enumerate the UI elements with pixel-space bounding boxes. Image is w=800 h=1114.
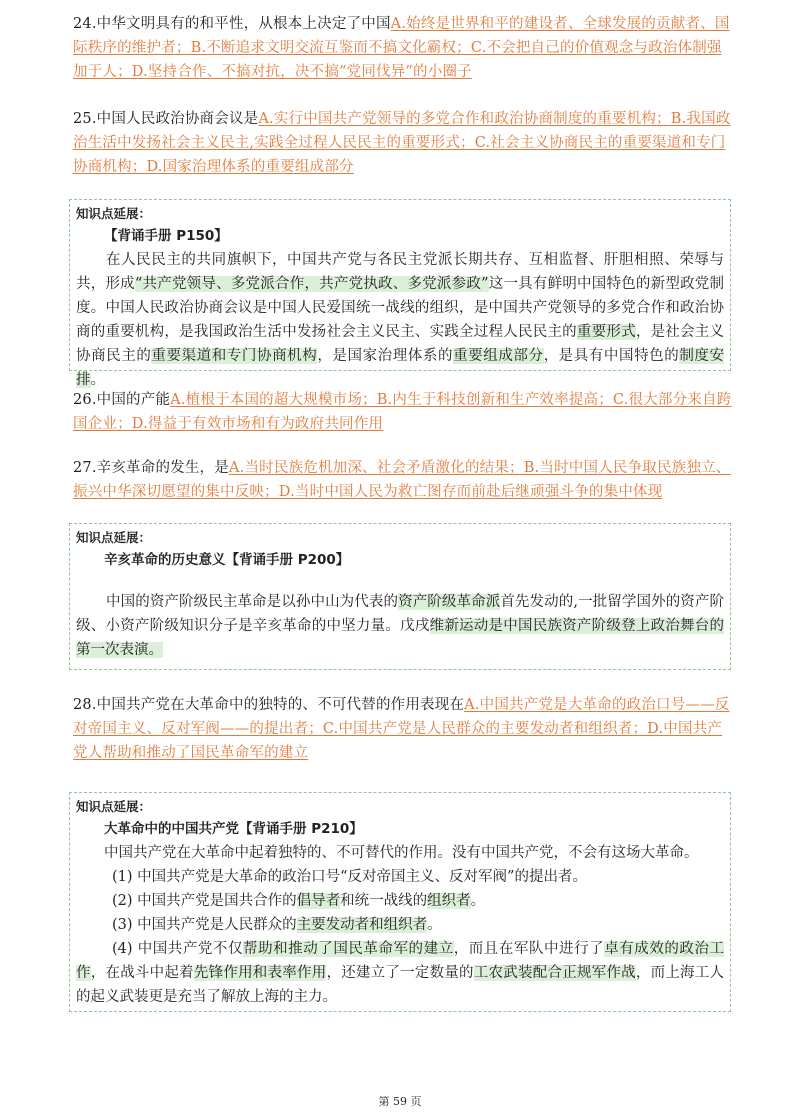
- box-paragraph: (4) 中国共产党不仅帮助和推动了国民革命军的建立，而且在军队中进行了卓有成效的政治工作，在战斗中起着先锋作用和表率作用，还建立了一定数量的工农武装配合正规军作战，而上海工人的起义武装更是充当了解放上海的主力。: [76, 941, 725, 1005]
- highlight: “共产党领导、多党派合作，共产党执政、多党派参政”: [134, 276, 489, 292]
- question-stem: 27.辛亥革命的发生，是: [73, 460, 229, 476]
- highlight: 重要渠道和专门协商机构: [151, 348, 318, 364]
- highlight: 资产阶级革命派: [398, 594, 501, 610]
- question-stem: 24.中华文明具有的和平性，从根本上决定了中国: [73, 16, 391, 32]
- answer-text: A.实行中国共产党领导的多党合作和政治协商制度的重要机构；B.我国政治生活中发扬社会主义民主,实践全过程人民民主的重要形式；C.社会主义协商民主的重要渠道和专门协商机构；D.国家治理体系的重要组成部分: [73, 111, 731, 175]
- highlight: 维新运动是中国民族资产阶级登上政治舞台的第一次表演。: [76, 618, 725, 658]
- box-title: 知识点延展：: [76, 799, 152, 814]
- box-line: (3) 中国共产党是人民群众的主要发动者和组织者。: [112, 917, 442, 933]
- highlight: 重要形式: [576, 324, 636, 340]
- question-26: [73, 388, 733, 436]
- box-line: (2) 中国共产党是国共合作的倡导者和统一战线的组织者。: [112, 893, 486, 909]
- highlight: 组织者: [427, 893, 471, 909]
- box-subtitle: 【背诵手册 P150】: [104, 228, 228, 244]
- question-stem: 28.中国共产党在大革命中的独特的、不可代替的作用表现在: [73, 697, 465, 713]
- highlight: 工农武装配合正规军作战: [473, 965, 636, 981]
- highlight: 主要发动者和组织者: [296, 917, 428, 933]
- knowledge-box-2: [69, 523, 731, 670]
- highlight: 帮助和推动了国民革命军的建立: [243, 941, 454, 957]
- highlight: 倡导者: [296, 893, 341, 909]
- highlight: 先锋作用和表率作用: [193, 965, 327, 981]
- answer-text: A.当时民族危机加深、社会矛盾激化的结果；B.当时中国人民争取民族独立、振兴中华深切愿望的集中反映；D.当时中国人民为救亡图存而前赴后继顽强斗争的集中体现: [73, 460, 731, 500]
- highlight: 制度安排: [76, 348, 725, 388]
- knowledge-box-3: [69, 792, 731, 1012]
- knowledge-box-1: [69, 199, 731, 388]
- question-stem: 26.中国的产能: [73, 392, 171, 408]
- question-24: [73, 12, 733, 84]
- box-line: 中国共产党在大革命中起着独特的、不可替代的作用。没有中国共产党，不会有这场大革命。: [104, 845, 699, 861]
- box-line: (1) 中国共产党是大革命的政治口号“反对帝国主义、反对军阀”的提出者。: [112, 869, 587, 885]
- question-stem: 25.中国人民政治协商会议是: [73, 111, 259, 127]
- box-title: 知识点延展：: [76, 206, 152, 221]
- question-25: [73, 107, 733, 179]
- answer-text: A.始终是世界和平的建设者、全球发展的贡献者、国际秩序的维护者；B.不断追求文明交流互鉴而不搞文化霸权；C.不会把自己的价值观念与政治体制强加于人；D.坚持合作、不搞对抗，决不搞“党同伐异”的小圈子: [73, 16, 730, 80]
- box-subtitle: 辛亥革命的历史意义【背诵手册 P200】: [104, 552, 350, 568]
- highlight: 重要组成部分: [453, 348, 544, 364]
- question-28: [73, 693, 733, 765]
- page-number: 第 59 页: [378, 1095, 422, 1108]
- highlight: 卓有成效的政治工作: [76, 941, 725, 981]
- box-title: 知识点延展：: [76, 530, 152, 545]
- box-paragraph: 在人民民主的共同旗帜下，中国共产党与各民主党派长期共存、互相监督、肝胆相照、荣辱与共，形成“共产党领导、多党派合作，共产党执政、多党派参政”这一具有鲜明中国特色的新型政党制度。中国人民政治协商会议是中国人民爱国统一战线的组织，是中国共产党领导的多党合作和政治协商的重要机构，是我国政治生活中发扬社会主义民主、实践全过程人民民主的重要形式，是社会主义协商民主的重要渠道和专门协商机构，是国家治理体系的重要组成部分，是具有中国特色的制度安排。: [76, 252, 725, 388]
- question-27: [73, 456, 733, 504]
- answer-text: A.植根于本国的超大规模市场；B.内生于科技创新和生产效率提高；C.很大部分来自跨国企业；D.得益于有效市场和有为政府共同作用: [73, 392, 732, 432]
- box-paragraph: 中国的资产阶级民主革命是以孙中山为代表的资产阶级革命派首先发动的,一批留学国外的资产阶级、小资产阶级知识分子是辛亥革命的中坚力量。戊戌维新运动是中国民族资产阶级登上政治舞台的第一次表演。: [76, 594, 725, 658]
- answer-text: A.中国共产党是大革命的政治口号——反对帝国主义、反对军阀——的提出者；C.中国共产党是人民群众的主要发动者和组织者；D.中国共产党人帮助和推动了国民革命军的建立: [73, 697, 730, 761]
- box-subtitle: 大革命中的中国共产党【背诵手册 P210】: [104, 821, 363, 837]
